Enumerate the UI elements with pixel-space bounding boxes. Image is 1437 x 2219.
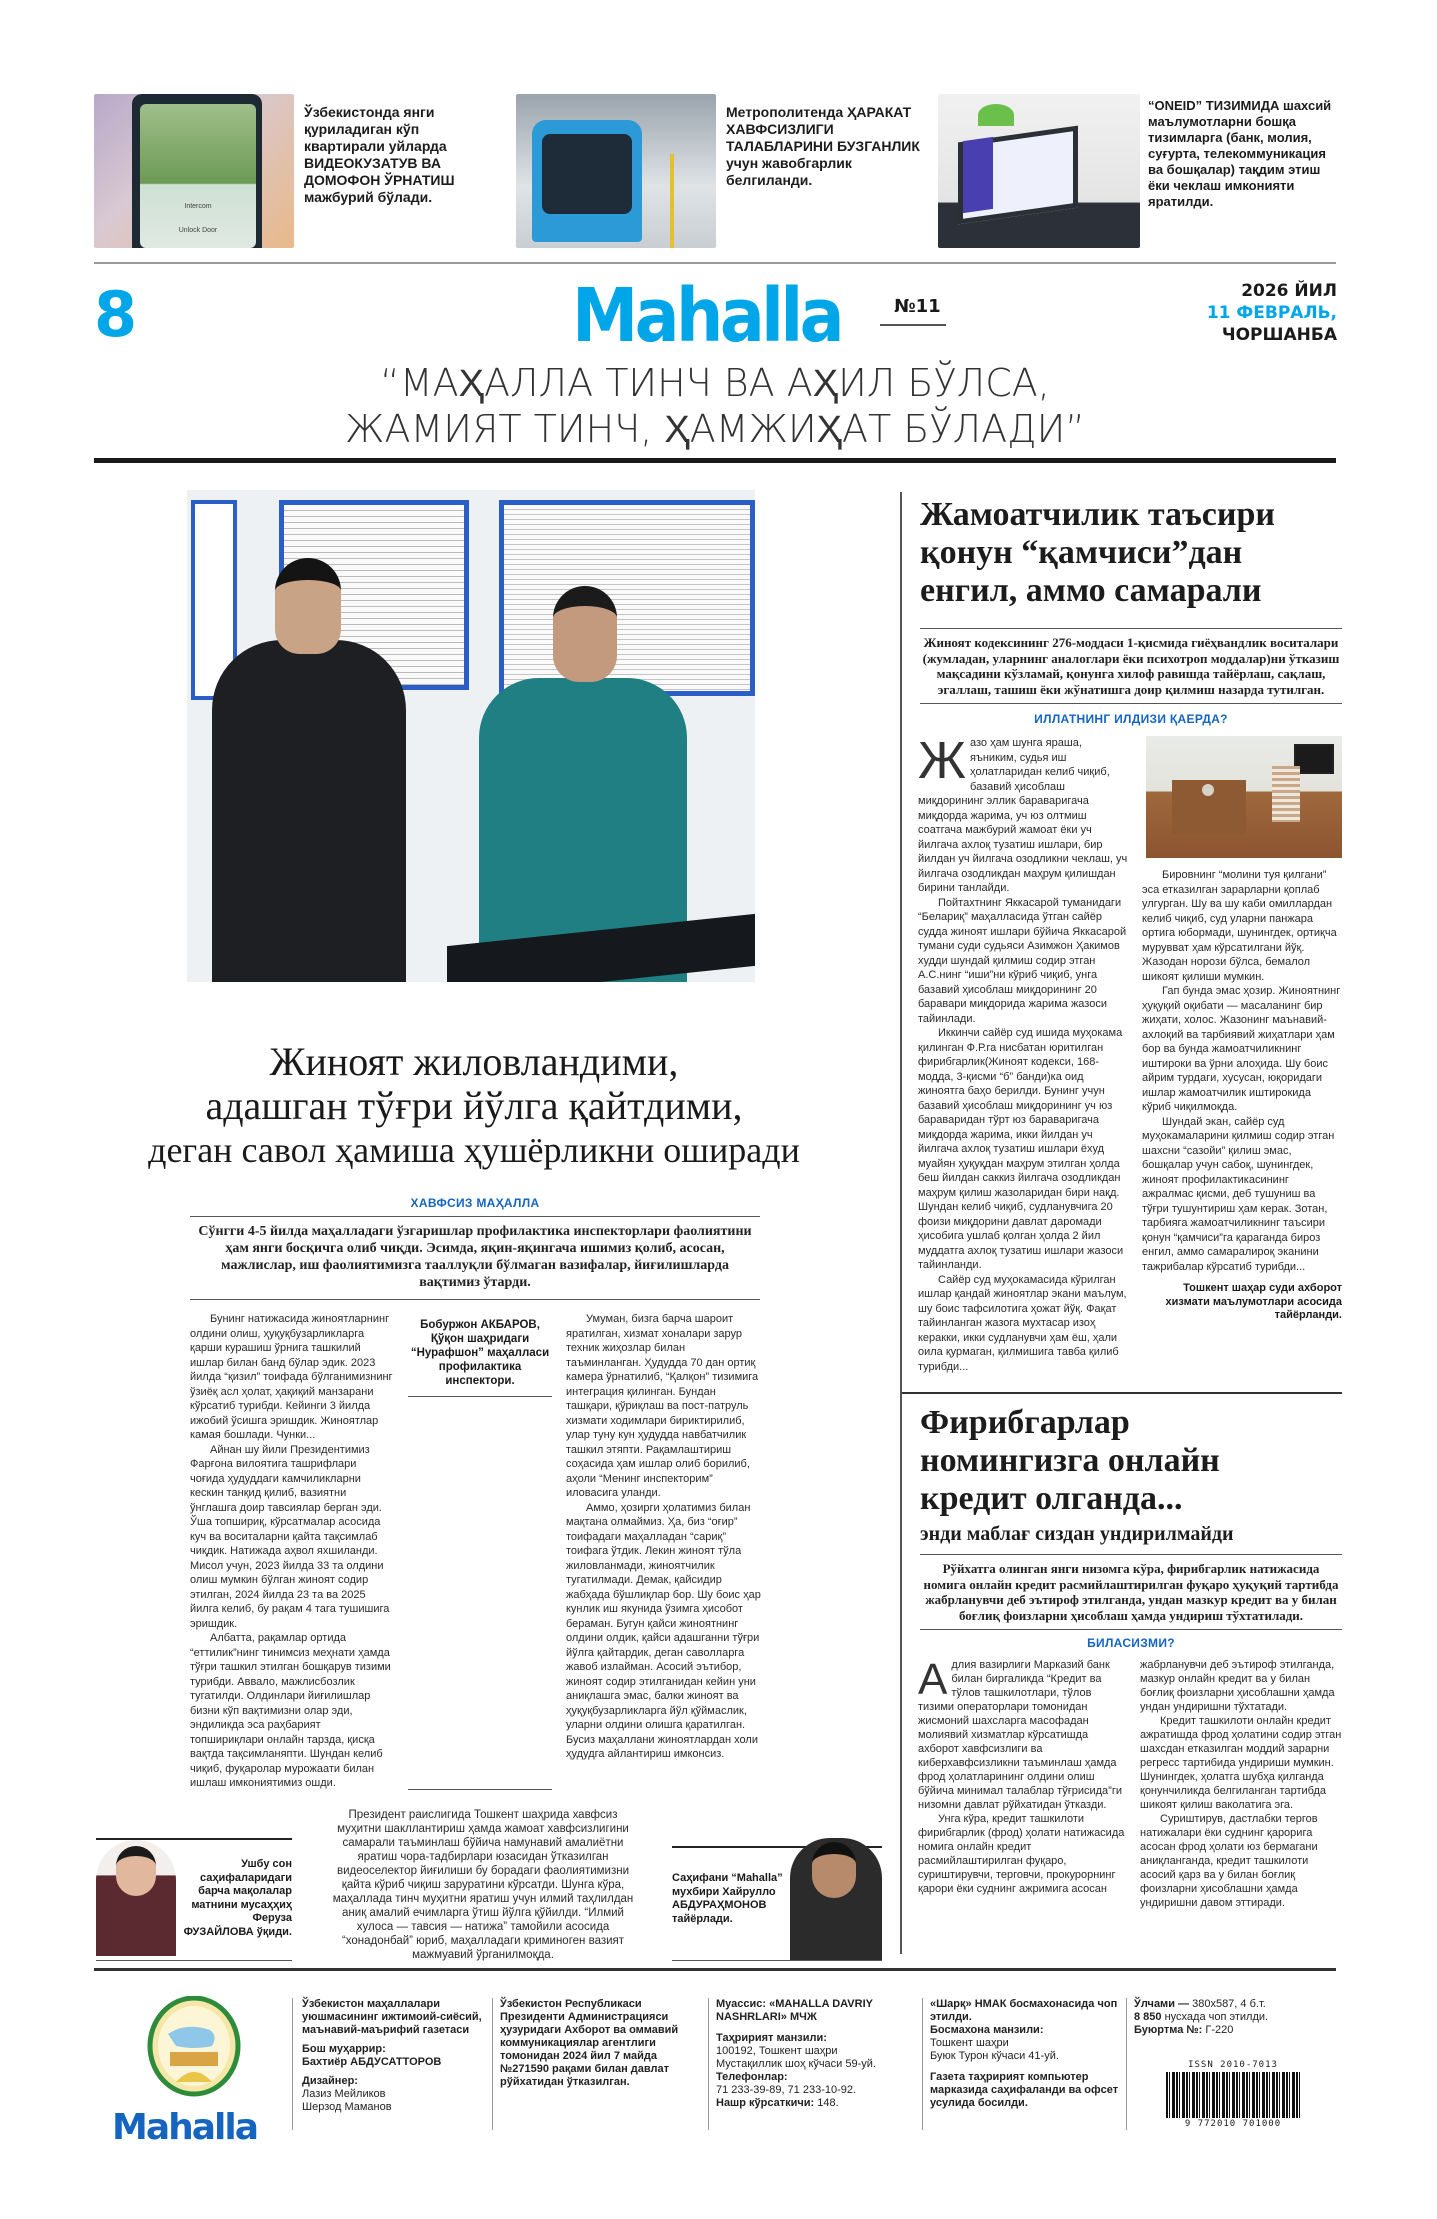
barcode-bars — [1166, 2072, 1300, 2118]
window-blinds — [1272, 766, 1300, 822]
main-lead: Сўнгги 4-5 йилда маҳалладаги ўзгаришлар профилактика инспекторлари фаолиятини ҳам янги босқичга олиб чиқди. Эсимда, яқин-яқингача ишимиз қолиб, асосан, мажлислар, иш фаолиятимизга тааллуқли бўлмаган вазифалар, йиғилишларда вақтимиз ўтарди. — [198, 1224, 752, 1290]
printer-address-2: Буюк Турон кўчаси 41-уй. — [930, 2050, 1059, 2062]
right-article-1-column-1 — [918, 732, 1130, 1374]
main-headline-line-2: адашган тўғри йўлга қайтдими, — [205, 1083, 743, 1128]
barcode-number: 9 772010 701000 — [1184, 2119, 1282, 2129]
footer-registration: Ўзбекистон Республикаси Президенти Администрацияси ҳузуридаги Ахборот ва оммавий коммуникациялар агентлиги томонидан 2024 йил 7 майда №271590 рақами билан давлат рўйхатидан ўтказилган. — [500, 1998, 679, 2088]
phones-label: Телефонлар: — [716, 2071, 788, 2083]
paragraph: Сайёр суд муҳокамасида кўрилган ишлар қандай жиноятлар экани маълум, шу боис тафсилотига ҳожат йўқ. Фақат тайинланган жазога мухтасар изоҳ керакки, икки судланувчи ҳам ёш, ҳали оила қурмаган, қилмишига тавба қилиб турибди... — [918, 1273, 1127, 1373]
column-divider — [900, 492, 902, 1954]
issn-label: ISSN 2010-7013 — [1188, 2060, 1278, 2070]
printer: «Шарқ» НМАК босмахонасида чоп этилди. — [930, 1998, 1118, 2023]
paragraph — [918, 1655, 1126, 1812]
date-year: 2026 ЙИЛ — [1241, 281, 1337, 301]
right-lead-rule-top — [920, 628, 1342, 629]
author-rule-top — [408, 1396, 552, 1397]
right-lead-2-rule-bottom — [920, 1629, 1342, 1630]
teaser-2-text[interactable]: Метрополитенда ҲАРАКАТ ХАВФСИЗЛИГИ ТАЛАБЛАРИНИ БУЗГАНЛИК учун жавобгарлик белгиланди. — [726, 104, 920, 188]
man-civilian-head — [275, 558, 341, 654]
footer-logo[interactable]: Mahalla — [112, 2107, 258, 2148]
man-civilian — [212, 640, 406, 982]
dropcap-a: А — [918, 1655, 948, 1704]
footer-publisher — [302, 1998, 486, 2114]
index-label: Нашр кўрсаткичи: — [716, 2097, 815, 2109]
chief-editor-label: Бош муҳаррир: — [302, 2043, 386, 2055]
paragraph: Унга кўра, кредит ташкилоти фирибгарлик (фрод) ҳолати натижасида номига онлайн кредит расмийлаштирилган фуқаро, суриштирувчи, терговчи, прокурорнинг қарори ёки суднинг ажримига асосан — [918, 1813, 1125, 1895]
train-front — [542, 134, 632, 214]
right-headline-2-line-2: номингизга онлайн — [920, 1442, 1220, 1479]
teaser-1-text[interactable]: Ўзбекистонда янги қуриладиган кўп квартирали уйларда ВИДЕОКУЗАТУВ ВА ДОМОФОН ЎРНАТИШ мажбурий бўлади. — [304, 104, 455, 205]
right-article-separator — [902, 1392, 1342, 1394]
right-headline-1-line-3: енгил, аммо самарали — [920, 572, 1262, 609]
author-box: Бобуржон АКБАРОВ, Қўқон шаҳридаги “Нурафшон” маҳалласи профилактика инспектори. — [410, 1319, 550, 1387]
paragraph — [918, 732, 1130, 896]
courtroom-photo[interactable] — [1146, 736, 1342, 858]
proofreader-rule-bottom — [96, 1960, 292, 1961]
publisher-desc: Ўзбекистон маҳаллалари уюшмасининг ижтимоий-сиёсий, маънавий-маърифий газетаси — [302, 1998, 482, 2036]
right-subheadline-2: энди маблағ сиздан ундирилмайди — [920, 1523, 1234, 1545]
association-emblem-icon — [146, 1996, 242, 2104]
footer-separator — [1126, 1998, 1127, 2130]
designer-2: Шерзод Маманов — [302, 2101, 392, 2113]
index-value: 148. — [817, 2097, 839, 2109]
unlock-label: Unlock Door — [178, 227, 218, 234]
footer-separator — [292, 1998, 293, 2130]
paragraph: Гап бунда эмас ҳозир. Жиноятнинг ҳуқуқий оқибати — масаланинг бир жиҳати, холос. Жазонинг маънавий-ахлоқий ва тарбиявий жиҳатлари ҳам бор ва бунда жамоатчиликнинг иштироки ва ўрни алоҳида. Шу боис айрим турдаги, хусусан, юқоридаги ишлар жамоатчилик иштирокида кўриб чиқилмоқда. — [1142, 985, 1341, 1113]
proofreader-face — [116, 1846, 156, 1896]
phones: 71 233-39-89, 71 233-10-92. — [716, 2084, 857, 2096]
printer-address-label: Босмахона манзили: — [930, 2024, 1044, 2036]
copies-text: нусхада чоп этилди. — [1164, 2011, 1269, 2023]
officer-head — [553, 586, 617, 682]
wall-emblem — [1202, 784, 1214, 796]
main-rubric: ХАВФСИЗ МАҲАЛЛА — [410, 1196, 540, 1210]
order-row — [1134, 2024, 1334, 2037]
masthead-divider — [94, 458, 1336, 463]
poster-right — [499, 500, 755, 696]
platform-line — [670, 154, 674, 248]
copies-row — [1134, 2011, 1334, 2024]
proofreader-credit: Ушбу сон саҳифаларидаги барча мақолалар матнини мусаҳҳиҳ Феруза ФУЗАЙЛОВА ўқиди. — [183, 1858, 292, 1938]
proofreader-rule-top — [96, 1838, 292, 1840]
main-column-1 — [190, 1312, 394, 1791]
lead-rule-top — [190, 1216, 760, 1217]
issue-underline — [880, 324, 946, 326]
address-line-2: Мустақиллик шоҳ кўчаси 59-уй. — [716, 2058, 876, 2070]
teaser-divider — [94, 262, 1336, 264]
size-row — [1134, 1998, 1334, 2011]
teaser-photo-laptop[interactable] — [938, 94, 1140, 248]
right-headline-2-line-3: кредит олганда... — [920, 1480, 1183, 1517]
footer-separator — [492, 1998, 493, 2130]
paragraph-text: длия вазирлиги Марказий банк билан биргаликда “Кредит ва тўлов ташкилотлари, тўлов тизими операторлари томонидан жисмоний шахсларга масофадан молиявий хизматлар кўрсатишда ахборот хавфсизлиги ва киберхавфсизликни таъминлаш ҳамда фрод ҳолатларининг олдини олиш бўйича минимал талаблар тўғрисида”ги низомни давлат рўйхатидан ўтказди. — [918, 1659, 1122, 1811]
issue-number: №11 — [894, 296, 941, 317]
right-article-2-column-1 — [918, 1655, 1126, 1896]
author-rule-bottom — [408, 1789, 552, 1790]
footer-separator — [708, 1998, 709, 2130]
right-headline-1-line-1: Жамоатчилик таъсири — [920, 496, 1275, 533]
order-label: Буюртма №: — [1134, 2024, 1203, 2036]
right-article-2-column-2 — [1140, 1658, 1342, 1910]
main-article-photo[interactable] — [187, 490, 755, 982]
copies-number: 8 850 — [1134, 2011, 1162, 2023]
order-value: Г-220 — [1205, 2024, 1234, 2036]
correspondent-rule-bottom — [672, 1960, 882, 1961]
dropcap-zh: Ж — [918, 732, 967, 790]
right-rubric-2: БИЛАСИЗМИ? — [1087, 1636, 1175, 1650]
intercom-label: Intercom — [184, 203, 212, 210]
address-label: Таҳририят манзили: — [716, 2032, 827, 2044]
right-headline-1-line-2: қонун “қамчиси”дан — [920, 534, 1243, 571]
date-day: 11 ФЕВРАЛЬ, — [1206, 303, 1337, 323]
chief-editor: Бахтиёр АБДУСАТТОРОВ — [302, 2056, 442, 2068]
layout-note: Газета таҳририят компьютер марказида саҳифаланди ва офсет усулида босилди. — [930, 2071, 1119, 2109]
issue-date — [1207, 280, 1337, 346]
printer-address-1: Тошкент шаҳри — [930, 2037, 1009, 2049]
paragraph: Айнан шу йили Президентимиз Фарғона вилоятига ташрифлари чоғида ҳудуддаги камчиликларни кескин танқид қилиб, вазиятни ўнглашга доир тавсиялар берган эди. Ўша топшириқ, кўрсатмалар асосида куч ва воситаларни қайта тақсимлаб чиқдик. Натижада аҳвол яхшиланди. Мисол учун, 2023 йилда 33 та олдини олиш мумкин бўлган жиноят содир этилган, 2024 йилда 23 та ва 2025 йилга келиб, бу рақам 4 тага тушишига эришдик. — [190, 1443, 390, 1630]
main-headline — [94, 1040, 854, 1172]
motto-line-2: ЖАМИЯТ ТИНЧ, ҲАМЖИҲАТ БЎЛАДИ” — [345, 407, 1085, 451]
paragraph: Бунинг натижасида жиноятларнинг олдини олиш, ҳуқуқбузарликларга қарши курашиш ўрнига ташкилий ишлар билан банд бўлар эдик. 2023 йилда “қизил” тоифада бўлганимизнинг ўзиёқ асл ҳолат, ҳақиқий манзарани кўрсатиб турибди. Кейинги 3 йилда ижобий ўсишга эришдик. Жиноятлар камая бошлади. Чунки... — [190, 1313, 393, 1441]
address-line-1: 100192, Тошкент шаҳри — [716, 2045, 838, 2057]
paragraph: Иккинчи сайёр суд ишида муҳокама қилинган Ф.Р.га нисбатан юритилган фирибгарлик(Жиноят кодекси, 168-модда, 3-қисми “б” банди)ка оид жиноятга баҳо берилди. Бунинг учун базавий ҳисоблаш миқдорининг уч юз бараваридан тўрт юз бараваригача миқдорда жарима, икки йилдан уч йилгача ахлоқ тузатиш ишлари ёхуд муайян ҳуқуқдан маҳрум этилган ҳолда беш йилдан саккиз йилгача озодликдан маҳрум қилиш жазоларидан бири нақд. Шундан келиб чиқиб, судланувчига 20 фоизи миқдорини давлат даромади ҳисобига ушлаб қолган ҳолда 2 йил муддатга ахлоқ тузатиш ишлари жазоси тайинланди. — [918, 1027, 1124, 1271]
paragraph: Кредит ташкилоти онлайн кредит ажратишда фрод ҳолатини содир этган шахсдан етказилган моддий зарарни регресс тартибида ундириши мумкин. Шунингдек, ҳолатга шубҳа қилганда қонунчиликда белгиланган тартибда шикоят қилиш ваколатига эга. — [1140, 1715, 1342, 1811]
index-row — [716, 2097, 916, 2110]
barcode — [1160, 2060, 1306, 2132]
teaser-photo-intercom[interactable] — [94, 94, 294, 248]
main-column-3 — [566, 1312, 762, 1762]
date-weekday: ЧОРШАНБА — [1221, 325, 1337, 345]
paragraph: Бировнинг “молини туя қилгани” эса етказилган зарарларни қоплаб улгурган. Шу ва шу каби омиллардан келиб чиқиб, суд уларни панжара ортига юбормади, шунингдек, ортиқча мурувват ҳам кўрсатилгани йўқ. Жазодан норози бўлса, бемалол шикоят қилиши мумкин. — [1142, 869, 1337, 983]
paragraph: жабрланувчи деб эътироф этилганда, мазкур онлайн кредит ва у билан боғлиқ фоизларни ҳисоблашни ҳамда ундан ундиришни тўхтатади. — [1140, 1659, 1335, 1713]
right-rubric-1: ИЛЛАТНИНГ ИЛДИЗИ ҚАЕРДА? — [1034, 712, 1228, 726]
footer-specs — [1134, 1998, 1334, 2037]
right-headline-2 — [920, 1404, 1340, 1518]
size-value: 380x587, 4 б.т. — [1192, 1998, 1266, 2010]
paragraph: Шундай экан, сайёр суд муҳокамаларини қилмиш содир этган шахсни “сазойи” қилиш эмас, бошқалар учун сабоқ, шунингдек, жиноят профилактикасининг ажралмас қисми, деб тушуниш ва тўғри тушунтириш ҳам керак. Зотан, тарбияга жамоатчиликнинг таъсири қонун “қамчиси”га қараганда бироз енгил, аммо самаралироқ эканини тажрибалар кўрсатиб турибди... — [1142, 1115, 1335, 1273]
founder: Муассис: «MAHALLA DAVRIY NASHRLARI» МЧЖ — [716, 1998, 873, 2023]
main-headline-line-3: деган савол ҳамиша ҳушёрликни оширади — [148, 1130, 800, 1170]
bottom-caption: Президент раислигида Тошкент шаҳрида хавфсиз муҳитни шакллантириш ҳамда жамоат хавфсизлигини самарали таъминлаш бўйича намунавий амалиётни яратиш чора-тадбирлари юзасидан ўтказилган видеоселектор йиғилиши бу борадаги фаолиятимизни қайта кўриб чиқиш заруратини кўрсатди. Шунга кўра, маҳаллада тинч муҳитни яратиш учун илмий таҳлилдан аниқ амалий ечимларга ўтиш йўлга қўйилди. “Илмий хулоса — тавсия — натижа” тамойили асосида “хонадонбай” юриб, маҳалладаги криминоген вазият мажмуавий ўрганилмоқда. — [332, 1809, 634, 1961]
paragraph: Албатта, рақамлар ортида “еттилик”нинг тинимсиз меҳнати ҳамда тўғри ташкил этилган бошқарув тизими турибди. Аввало, мажлисбозлик тугатилди. Олдинлари йиғилишлар бизни кўп вақтимизни олар эди, эндиликда эса раҳбарият топшириқлари онлайн тарзда, қисқа вақтда тақсимланяпти. Шундан келиб чиқиб, фуқаролар мурожаати билан ишлаш имкониятимиз ошди. — [190, 1632, 391, 1789]
right-lead-2-rule-top — [920, 1554, 1342, 1555]
plant — [978, 104, 1014, 126]
footer-divider — [94, 1968, 1336, 1971]
paragraph: Умуман, бизга барча шароит яратилган, хизмат хоналари зарур техник жиҳозлар билан таъминланган. Ҳудудда 70 дан ортиқ камера ўрнатилиб, “Қалқон” тизимига интеграция қилинган. Бундан ташқари, қўриқлаш ва пост-патруль хизмати ходимлари бириктирилиб, улар туну кун ҳудудда навбатчилик ташкил этяпти. Рақамлаштириш соҳасида ҳам ишлар олиб борилиб, аҳоли “Менинг инспекторим” иловасига уланди. — [566, 1313, 759, 1499]
footer-printer — [930, 1998, 1120, 2110]
right-lead-1: Жиноят кодексининг 276-моддаси 1-қисмида гиёҳвандлик воситалари (жумладан, уларнинг аналоглари ёки психотроп моддалар)ни ўтказиш мақсадини кўзламай, қонунга хилоф равишда тайёрлаш, сақлаш, эгаллаш, ташиш ёки жўнатишга доир қилмиш назарда тутилган. — [922, 635, 1340, 697]
paragraph: Суриштирув, дастлабки тергов натижалари ёки суднинг қарорига асосан фрод ҳолати юз бермагани аниқланганда, кредит ташкилоти асосий қарз ва у билан боғлиқ фоизларни ҳисоблашни ҳамда ундиришни давом эттиради. — [1140, 1813, 1318, 1909]
footer-founder — [716, 1998, 916, 2110]
right-article-1-column-2 — [1142, 868, 1342, 1274]
tv-screen — [1294, 744, 1334, 774]
newspaper-logo[interactable]: Mahalla — [572, 273, 841, 359]
source-credit: Тошкент шаҳар суди ахборот хизмати маълумотлари асосида тайёрланди. — [1165, 1282, 1342, 1321]
paragraph: Аммо, ҳозирги ҳолатимиз билан мақтана олмаймиз. Ҳа, биз “оғир” тоифадаги маҳалладан “сариқ” тоифага ўтдик. Лекин жиноят тўла жиловланмади, жиноятчилик тугатилмади. Демак, қайсидир жабҳада бўшлиқлар бор. Шу боис ҳар кунлик иш якунида ўзимга ҳисобот бераман. Бугун қайси жиноятнинг олдини олдик, қайси адашганни тўғри йўлга қайтардик, деган саволларга жавоб излайман. Асосий эътибор, жиноят содир этилганидан кейин уни аниқлашга эмас, балки жиноят ва ҳуқуқбузарликларга йўл қўймаслик, уларни олдини олишга қаратилган. Бусиз маҳаллани жиноятлардан холи ҳудудга айлантириш имконсиз. — [566, 1501, 761, 1760]
size-label: Ўлчами — — [1134, 1998, 1190, 2010]
page-number: 8 — [94, 278, 138, 351]
designer-label: Дизайнер: — [302, 2075, 358, 2087]
paragraph: Пойтахтнинг Яккасарой туманидаги “Белариқ” маҳалласида ўтган сайёр судда жиноят ишлари бўйича Яккасарой тумани суди судьяси Азимжон Ҳакимов худди шундай қилмиш содир этган А.С.нинг “иши”ни кўриб чиқиб, унга базавий ҳисоблаш миқдорининг 20 баравари миқдорида жарима жазоси тайинлади. — [918, 896, 1127, 1025]
motto — [94, 360, 1336, 452]
right-lead-2: Рўйхатга олинган янги низомга кўра, фирибгарлик натижасида номига онлайн кредит расмийлаштирилган фуқаро ҳуқуқий тартибда жабрланувчи деб эътироф этилганда, ундан мазкур кредит ва у билан боғлиқ фоизларни ҳисоблаш ҳамда ундириш тўхтатилади. — [923, 1561, 1339, 1623]
designer-1: Лазиз Мейликов — [302, 2088, 386, 2100]
motto-line-1: “МАҲАЛЛА ТИНЧ ВА АҲИЛ БЎЛСА, — [380, 361, 1050, 405]
footer-separator — [922, 1998, 923, 2130]
laptop-sidebar — [963, 137, 993, 213]
paragraph-text: азо ҳам шунга яраша, яъниким, судья иш ҳолатларидан келиб чиқиб, базавий ҳисоблаш миқдорининг эллик бараваригача миқдорда жарима, уч юз олтмиш соатгача мажбурий жамоат ёки уч йилгача ахлоқ тузатиш ишлари, бир йилдан уч йилгача озодликни чеклаш, уч йилгача озодликдан маҳрум қилишдан бирини танлайди. — [918, 737, 1128, 894]
main-headline-line-1: Жиноят жиловландими, — [269, 1039, 679, 1084]
teaser-photo-metro[interactable] — [516, 94, 716, 248]
right-headline-1 — [920, 496, 1340, 610]
correspondent-credit: Саҳифани “Mahalla” мухбири Хайрулло АБДУРАҲМОНОВ тайёрлади. — [672, 1872, 783, 1925]
teaser-3-text[interactable]: “ONEID” ТИЗИМИДА шахсий маълумотларни бошқа тизимларга (банк, молия, суғурта, телекоммуникация ва бошқалар) тақдим этиш ёки чеклаш имконияти яратилди. — [1148, 98, 1332, 209]
correspondent-face — [812, 1842, 856, 1898]
right-headline-2-line-1: Фирибгарлар — [920, 1404, 1130, 1441]
lead-rule-bottom — [190, 1299, 760, 1300]
right-lead-rule-bottom — [920, 703, 1342, 704]
